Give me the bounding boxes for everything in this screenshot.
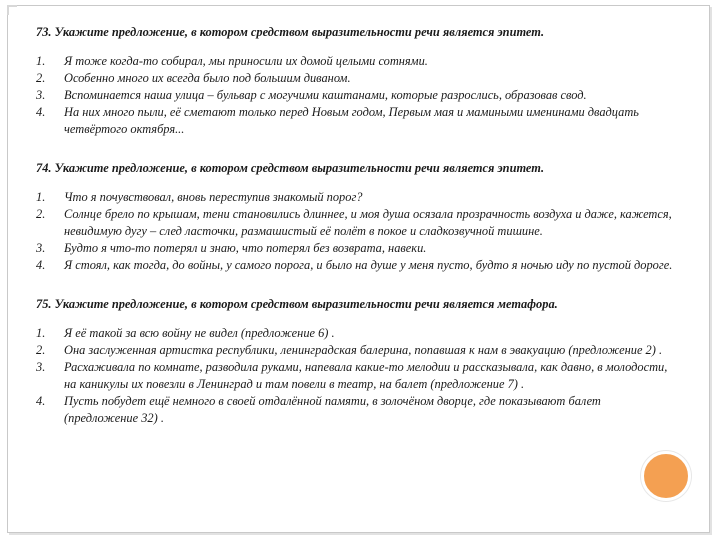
- option-item: [36, 87, 676, 104]
- option-text: Расхаживала по комнате, разводила руками, напевала какие-то мелодии и рассказывала, как давно, в молодости, на каникулы их повезли в Ленинград и там повели в театр, на балет (предложение 7) .: [64, 360, 668, 391]
- option-number: 1.: [36, 326, 46, 340]
- option-number: 4.: [36, 105, 46, 119]
- option-number: 4.: [36, 394, 46, 408]
- option-text: Я тоже когда-то собирал, мы приносили их домой целыми сотнями.: [64, 54, 428, 68]
- option-item: [36, 240, 676, 257]
- option-number: 3.: [36, 241, 46, 255]
- option-item: [36, 70, 676, 87]
- options-list: [36, 53, 676, 138]
- question-73: [36, 24, 676, 138]
- option-text: На них много пыли, её сметают только перед Новым годом, Первым мая и мамиными именинами двадцать четвёртого октября...: [64, 105, 639, 136]
- option-text: Особенно много их всегда было под большим диваном.: [64, 71, 351, 85]
- question-title: 73. Укажите предложение, в котором средством выразительности речи является эпитет.: [36, 25, 545, 39]
- question-title: 75. Укажите предложение, в котором средством выразительности речи является метафора.: [36, 297, 558, 311]
- frame-corner-decoration: [7, 5, 17, 15]
- option-number: 1.: [36, 54, 46, 68]
- option-number: 1.: [36, 190, 46, 204]
- option-number: 2.: [36, 343, 46, 357]
- option-item: [36, 189, 676, 206]
- option-text: Она заслуженная артистка республики, ленинградская балерина, попавшая к нам в эвакуацию (предложение 2) .: [64, 343, 663, 357]
- option-text: Пусть побудет ещё немного в своей отдалённой памяти, в золочёном дворце, где показывают балет (предложение 32) .: [64, 394, 601, 425]
- option-item: [36, 53, 676, 70]
- question-74: [36, 160, 676, 274]
- option-item: [36, 359, 676, 393]
- option-item: [36, 393, 676, 427]
- question-75: [36, 296, 676, 427]
- option-number: 2.: [36, 71, 46, 85]
- option-text: Я стоял, как тогда, до войны, у самого порога, и было на душе у меня пусто, будто я ночью иду по пустой дороге.: [64, 258, 673, 272]
- option-text: Солнце брело по крышам, тени становились длиннее, и моя душа осязала прозрачность воздуха и даже, кажется, невидимую дугу – след ласточки, размашистый её полёт в покое и сладкозвучной тишине.: [64, 207, 672, 238]
- option-text: Будто я что-то потерял и знаю, что потерял без возврата, навеки.: [64, 241, 427, 255]
- option-number: 2.: [36, 207, 46, 221]
- worksheet-content: [36, 24, 676, 449]
- orange-circle-decoration: [641, 451, 691, 501]
- option-text: Я её такой за всю войну не видел (предложение 6) .: [64, 326, 335, 340]
- options-list: [36, 189, 676, 274]
- option-text: Вспоминается наша улица – бульвар с могучими каштанами, которые разрослись, образовав свод.: [64, 88, 587, 102]
- option-item: [36, 206, 676, 240]
- option-text: Что я почувствовал, вновь переступив знакомый порог?: [64, 190, 363, 204]
- option-item: [36, 104, 676, 138]
- option-item: [36, 257, 676, 274]
- option-number: 3.: [36, 88, 46, 102]
- question-title: 74. Укажите предложение, в котором средством выразительности речи является эпитет.: [36, 161, 545, 175]
- option-number: 3.: [36, 360, 46, 374]
- option-item: [36, 342, 676, 359]
- option-number: 4.: [36, 258, 46, 272]
- options-list: [36, 325, 676, 427]
- option-item: [36, 325, 676, 342]
